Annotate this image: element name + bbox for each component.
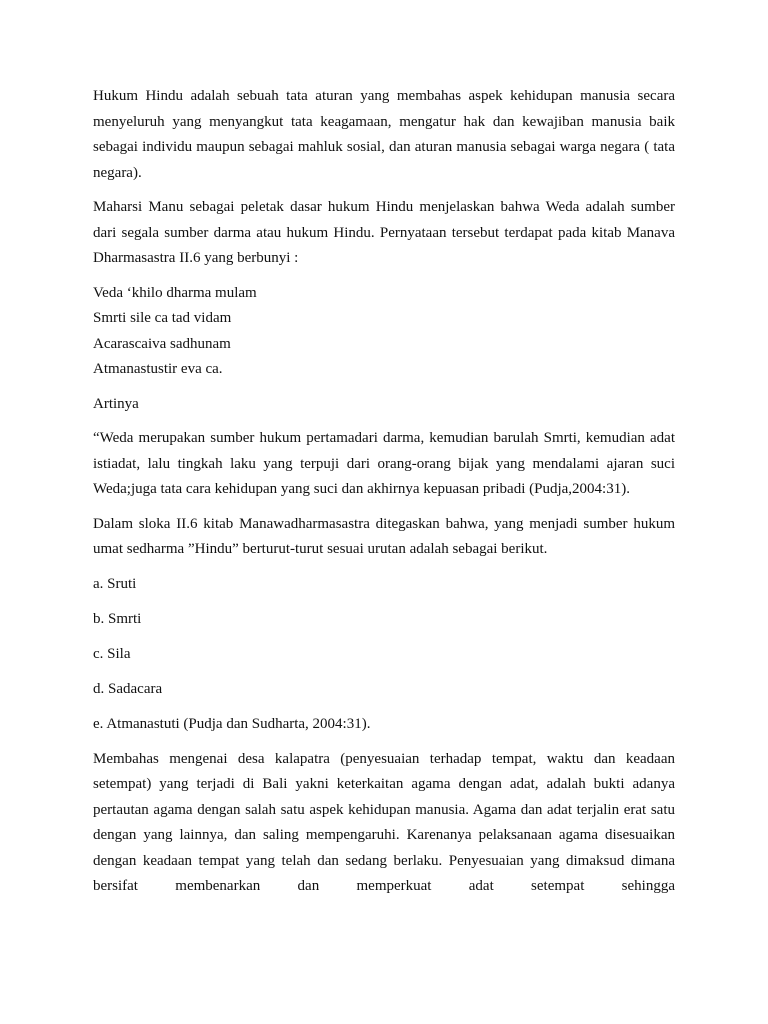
verse-line: Acarascaiva sadhunam [93, 335, 231, 352]
document-body [93, 84, 675, 909]
list-item: a. Sruti [93, 575, 137, 592]
verse-line: Veda ‘khilo dharma mulam [93, 284, 257, 301]
paragraph-maharsi-manu: Maharsi Manu sebagai peletak dasar hukum Hindu menjelaskan bahwa Weda adalah sumber dari segala sumber darma atau hukum Hindu. Pernyataan tersebut terdapat pada kitab Manava Dharmasastra II.6 yang berbunyi : [93, 199, 675, 266]
paragraph-translation: “Weda merupakan sumber hukum pertamadari darma, kemudian barulah Smrti, kemudian adat istiadat, lalu tingkah laku yang terpuji dari orang-orang bijak yang mendalami ajaran suci Weda;juga tata cara kehidupan yang suci dan akhirnya kepuasan pribadi (Pudja,2004:31). [93, 430, 675, 497]
paragraph-hukum-hindu: Hukum Hindu adalah sebuah tata aturan yang membahas aspek kehidupan manusia secara menyeluruh yang menyangkut tata keagamaan, mengatur hak dan kewajiban manusia baik sebagai individu maupun sebagai mahluk sosial, dan aturan manusia sebagai warga negara ( tata negara). [93, 88, 675, 181]
list-item: c. Sila [93, 645, 131, 662]
paragraph-desa-kalapatra: Membahas mengenai desa kalapatra (penyesuaian terhadap tempat, waktu dan keadaan setempat) yang terjadi di Bali yakni keterkaitan agama dengan adat, adalah bukti adanya pertautan agama dengan salah satu aspek kehidupan manusia. Agama dan adat terjalin erat satu dengan yang lainnya, dan saling mempengaruhi. Karenanya pelaksanaan agama disesuaikan dengan keadaan tempat yang telah dan sedang berlaku. Penyesuaian yang dimaksud dimana bersifat membenarkan dan memperkuat adat setempat sehingga [93, 750, 675, 894]
artinya-label: Artinya [93, 395, 139, 412]
list-item: b. Smrti [93, 610, 142, 627]
paragraph-sloka: Dalam sloka II.6 kitab Manawadharmasastra ditegaskan bahwa, yang menjadi sumber hukum umat sedharma ”Hindu” berturut-turut sesuai urutan adalah sebagai berikut. [93, 515, 675, 557]
list-item: d. Sadacara [93, 680, 163, 697]
verse-line: Atmanastustir eva ca. [93, 361, 223, 377]
verse-line: Smrti sile ca tad vidam [93, 310, 232, 326]
list-item: e. Atmanastuti (Pudja dan Sudharta, 2004:31). [93, 715, 371, 732]
